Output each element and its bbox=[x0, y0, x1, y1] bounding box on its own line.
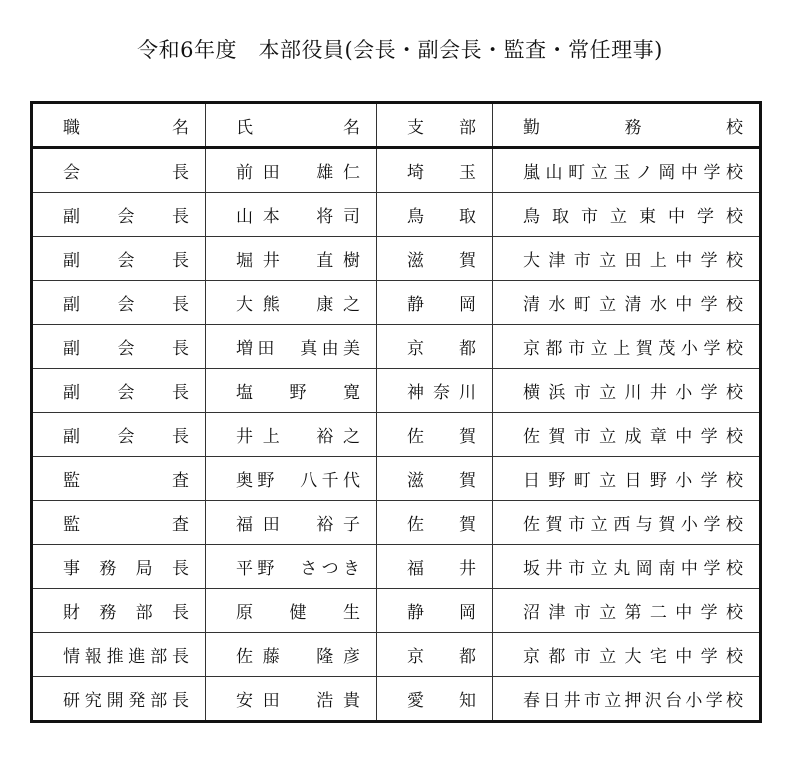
cell-role-text: 副会長 bbox=[63, 207, 189, 227]
cell-name bbox=[206, 325, 377, 369]
cell-role-text: 監 査 bbox=[63, 515, 189, 535]
cell-name-text: 安田 浩貴 bbox=[236, 691, 360, 711]
cell-name-text: 福田 裕子 bbox=[236, 515, 360, 535]
table-row bbox=[32, 369, 761, 413]
header-school-label: 勤務校 bbox=[523, 117, 743, 138]
cell-name-text: 山本 将司 bbox=[236, 207, 360, 227]
header-name-label: 氏 名 bbox=[236, 117, 360, 138]
cell-branch-text: 鳥取 bbox=[407, 207, 476, 227]
cell-role bbox=[32, 413, 206, 457]
cell-branch-text: 静岡 bbox=[407, 603, 476, 623]
cell-school bbox=[493, 193, 761, 237]
table-row bbox=[32, 589, 761, 633]
cell-branch-text: 福井 bbox=[407, 559, 476, 579]
cell-school bbox=[493, 545, 761, 589]
cell-school-text: 嵐山町立玉ノ岡中学校 bbox=[523, 163, 743, 183]
table-row bbox=[32, 677, 761, 722]
cell-name bbox=[206, 369, 377, 413]
cell-branch bbox=[377, 281, 493, 325]
table-row bbox=[32, 457, 761, 501]
cell-role bbox=[32, 501, 206, 545]
cell-name bbox=[206, 677, 377, 722]
table-row bbox=[32, 148, 761, 193]
header-school bbox=[493, 103, 761, 148]
cell-branch-text: 埼玉 bbox=[407, 163, 476, 183]
cell-branch bbox=[377, 325, 493, 369]
cell-name bbox=[206, 148, 377, 193]
cell-role-text: 副会長 bbox=[63, 383, 189, 403]
header-role bbox=[32, 103, 206, 148]
cell-branch bbox=[377, 457, 493, 501]
cell-branch bbox=[377, 369, 493, 413]
cell-role bbox=[32, 457, 206, 501]
cell-role-text: 副会長 bbox=[63, 427, 189, 447]
cell-role bbox=[32, 281, 206, 325]
cell-role-text: 事務局長 bbox=[63, 559, 189, 579]
table-row bbox=[32, 237, 761, 281]
cell-role bbox=[32, 545, 206, 589]
cell-branch-text: 静岡 bbox=[407, 295, 476, 315]
cell-role-text: 財務部長 bbox=[63, 603, 189, 623]
cell-name-text: 平野 さつき bbox=[236, 559, 360, 579]
cell-branch bbox=[377, 148, 493, 193]
cell-branch-text: 滋賀 bbox=[407, 251, 476, 271]
cell-school-text: 大津市立田上中学校 bbox=[523, 251, 743, 271]
cell-role-text: 情報推進部長 bbox=[63, 647, 189, 667]
table-row bbox=[32, 545, 761, 589]
cell-branch-text: 滋賀 bbox=[407, 471, 476, 491]
cell-branch bbox=[377, 677, 493, 722]
cell-school-text: 佐賀市立成章中学校 bbox=[523, 427, 743, 447]
cell-branch-text: 神奈川 bbox=[407, 383, 476, 403]
cell-name bbox=[206, 633, 377, 677]
cell-branch bbox=[377, 237, 493, 281]
cell-branch-text: 佐賀 bbox=[407, 427, 476, 447]
cell-school-text: 春日井市立押沢台小学校 bbox=[523, 691, 743, 711]
cell-branch bbox=[377, 589, 493, 633]
cell-school-text: 清水町立清水中学校 bbox=[523, 295, 743, 315]
cell-role-text: 副会長 bbox=[63, 339, 189, 359]
cell-branch bbox=[377, 545, 493, 589]
cell-name bbox=[206, 281, 377, 325]
cell-school bbox=[493, 281, 761, 325]
header-name bbox=[206, 103, 377, 148]
table-row bbox=[32, 325, 761, 369]
cell-school bbox=[493, 633, 761, 677]
cell-school bbox=[493, 325, 761, 369]
cell-name bbox=[206, 457, 377, 501]
officers-table bbox=[30, 101, 762, 723]
cell-name-text: 奥野 八千代 bbox=[236, 471, 360, 491]
cell-branch-text: 佐賀 bbox=[407, 515, 476, 535]
cell-name-text: 大熊 康之 bbox=[236, 295, 360, 315]
cell-name-text: 原 健 生 bbox=[236, 603, 360, 623]
cell-branch-text: 京都 bbox=[407, 339, 476, 359]
cell-role bbox=[32, 369, 206, 413]
cell-role-text: 副会長 bbox=[63, 295, 189, 315]
cell-branch bbox=[377, 501, 493, 545]
cell-school bbox=[493, 589, 761, 633]
cell-branch bbox=[377, 193, 493, 237]
cell-role-text: 会 長 bbox=[63, 163, 189, 183]
cell-name bbox=[206, 193, 377, 237]
cell-name-text: 井上 裕之 bbox=[236, 427, 360, 447]
table-row bbox=[32, 193, 761, 237]
cell-school-text: 横浜市立川井小学校 bbox=[523, 383, 743, 403]
cell-name-text: 佐藤 隆彦 bbox=[236, 647, 360, 667]
cell-role-text: 研究開発部長 bbox=[63, 691, 189, 711]
header-row bbox=[32, 103, 761, 148]
cell-branch bbox=[377, 413, 493, 457]
cell-name bbox=[206, 501, 377, 545]
cell-role bbox=[32, 677, 206, 722]
cell-name bbox=[206, 545, 377, 589]
cell-role bbox=[32, 193, 206, 237]
table-header bbox=[32, 103, 761, 148]
header-role-label: 職 名 bbox=[63, 117, 189, 138]
table-row bbox=[32, 633, 761, 677]
cell-school-text: 日野町立日野小学校 bbox=[523, 471, 743, 491]
cell-name bbox=[206, 237, 377, 281]
cell-branch-text: 愛知 bbox=[407, 691, 476, 711]
cell-role bbox=[32, 589, 206, 633]
table-body bbox=[32, 148, 761, 722]
cell-name-text: 前田 雄仁 bbox=[236, 163, 360, 183]
cell-school-text: 坂井市立丸岡南中学校 bbox=[523, 559, 743, 579]
cell-role-text: 副会長 bbox=[63, 251, 189, 271]
cell-branch bbox=[377, 633, 493, 677]
cell-name-text: 塩 野 寛 bbox=[236, 383, 360, 403]
cell-name-text: 堀井 直樹 bbox=[236, 251, 360, 271]
cell-school bbox=[493, 237, 761, 281]
cell-school-text: 佐賀市立西与賀小学校 bbox=[523, 515, 743, 535]
page-title: 令和6年度 本部役員(会長・副会長・監査・常任理事) bbox=[137, 38, 663, 62]
cell-school bbox=[493, 148, 761, 193]
table-row bbox=[32, 501, 761, 545]
cell-role bbox=[32, 325, 206, 369]
cell-school bbox=[493, 501, 761, 545]
cell-branch-text: 京都 bbox=[407, 647, 476, 667]
table-row bbox=[32, 413, 761, 457]
cell-name bbox=[206, 589, 377, 633]
cell-role-text: 監 査 bbox=[63, 471, 189, 491]
cell-school bbox=[493, 413, 761, 457]
cell-school-text: 京都市立大宅中学校 bbox=[523, 647, 743, 667]
cell-school bbox=[493, 457, 761, 501]
cell-school-text: 鳥取市立東中学校 bbox=[523, 207, 743, 227]
cell-school-text: 京都市立上賀茂小学校 bbox=[523, 339, 743, 359]
header-branch bbox=[377, 103, 493, 148]
cell-name-text: 増田 真由美 bbox=[236, 339, 360, 359]
cell-school bbox=[493, 677, 761, 722]
cell-role bbox=[32, 633, 206, 677]
cell-role bbox=[32, 148, 206, 193]
header-branch-label: 支部 bbox=[407, 117, 476, 138]
cell-role bbox=[32, 237, 206, 281]
cell-name bbox=[206, 413, 377, 457]
table-row bbox=[32, 281, 761, 325]
cell-school bbox=[493, 369, 761, 413]
cell-school-text: 沼津市立第二中学校 bbox=[523, 603, 743, 623]
